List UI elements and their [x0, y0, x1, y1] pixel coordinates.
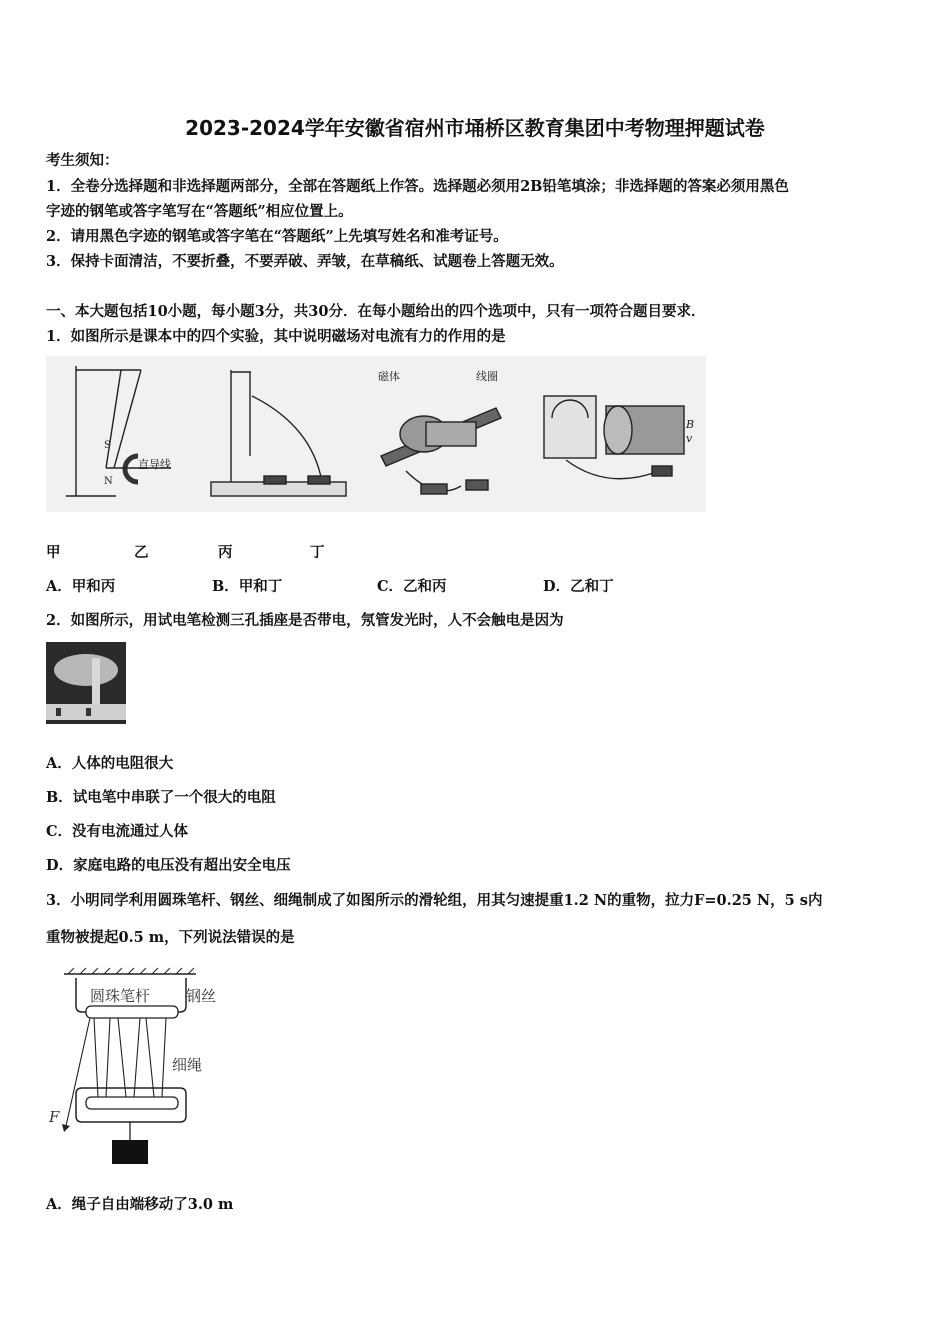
fig-label-force: F	[49, 1108, 60, 1126]
fig-label-n: N	[104, 476, 113, 487]
figure-label-bing: 丙	[218, 544, 233, 561]
q1-option-b: B．甲和丁	[212, 578, 283, 595]
q1-option-a: A．甲和丙	[46, 578, 116, 595]
q1-option-c: C．乙和丙	[377, 578, 447, 595]
experiments-figure	[46, 356, 706, 512]
notice-item-2: 2．请用黑色字迹的钢笔或答字笔在“答题纸”上先填写姓名和准考证号。	[46, 228, 508, 245]
notice-item-3: 3．保持卡面清洁，不要折叠，不要弄破、弄皱，在草稿纸、试题卷上答题无效。	[46, 253, 564, 270]
q2-option-b: B．试电笔中串联了一个很大的电阻	[46, 789, 276, 806]
notice-heading: 考生须知：	[46, 152, 119, 169]
fig-label-s: S	[104, 440, 111, 451]
figure-label-yi: 乙	[134, 544, 149, 561]
fig-label-coil: 线圈	[476, 370, 498, 383]
test-pen-photo	[46, 642, 126, 724]
fig-label-b: B	[686, 418, 695, 431]
fig-label-rope: 细绳	[172, 1056, 203, 1074]
question-1-stem: 1．如图所示是课本中的四个实验，其中说明磁场对电流有力的作用的是	[46, 328, 506, 345]
figure-label-jia: 甲	[46, 544, 61, 561]
fig-label-v: v	[686, 432, 693, 445]
q1-option-d: D．乙和丁	[543, 578, 614, 595]
notice-item-1-line-2: 字迹的钢笔或答字笔写在“答题纸”相应位置上。	[46, 203, 353, 220]
notice-item-1-line-1: 1．全卷分选择题和非选择题两部分，全部在答题纸上作答。选择题必须用2B铅笔填涂；非选择题的答案必须用黑色	[46, 178, 789, 195]
pulley-figure	[46, 966, 246, 1166]
section-heading: 一、本大题包括10小题，每小题3分，共30分．在每小题给出的四个选项中，只有一项符合题目要求．	[46, 303, 706, 320]
figure-label-ding: 丁	[310, 544, 325, 561]
fig-label-wire: 直导线	[138, 458, 171, 471]
fig-label-steel: 钢丝	[186, 987, 217, 1005]
fig-label-magnet: 磁体	[378, 370, 400, 383]
q3-option-a: A．绳子自由端移动了3.0 m	[46, 1196, 234, 1213]
question-3-stem-line-1: 3．小明同学利用圆珠笔杆、钢丝、细绳制成了如图所示的滑轮组，用其匀速提重1.2 N的重物，拉力F=0.25 N，5 s内	[46, 892, 823, 909]
q2-option-d: D．家庭电路的电压没有超出安全电压	[46, 857, 291, 874]
q2-option-c: C．没有电流通过人体	[46, 823, 189, 840]
q2-option-a: A．人体的电阻很大	[46, 755, 174, 772]
fig-label-pen: 圆珠笔杆	[90, 987, 151, 1005]
page-title: 2023-2024学年安徽省宿州市埇桥区教育集团中考物理押题试卷	[185, 116, 765, 140]
question-3-stem-line-2: 重物被提起0.5 m，下列说法错误的是	[46, 929, 295, 946]
question-2-stem: 2．如图所示，用试电笔检测三孔插座是否带电，氖管发光时，人不会触电是因为	[46, 612, 564, 629]
